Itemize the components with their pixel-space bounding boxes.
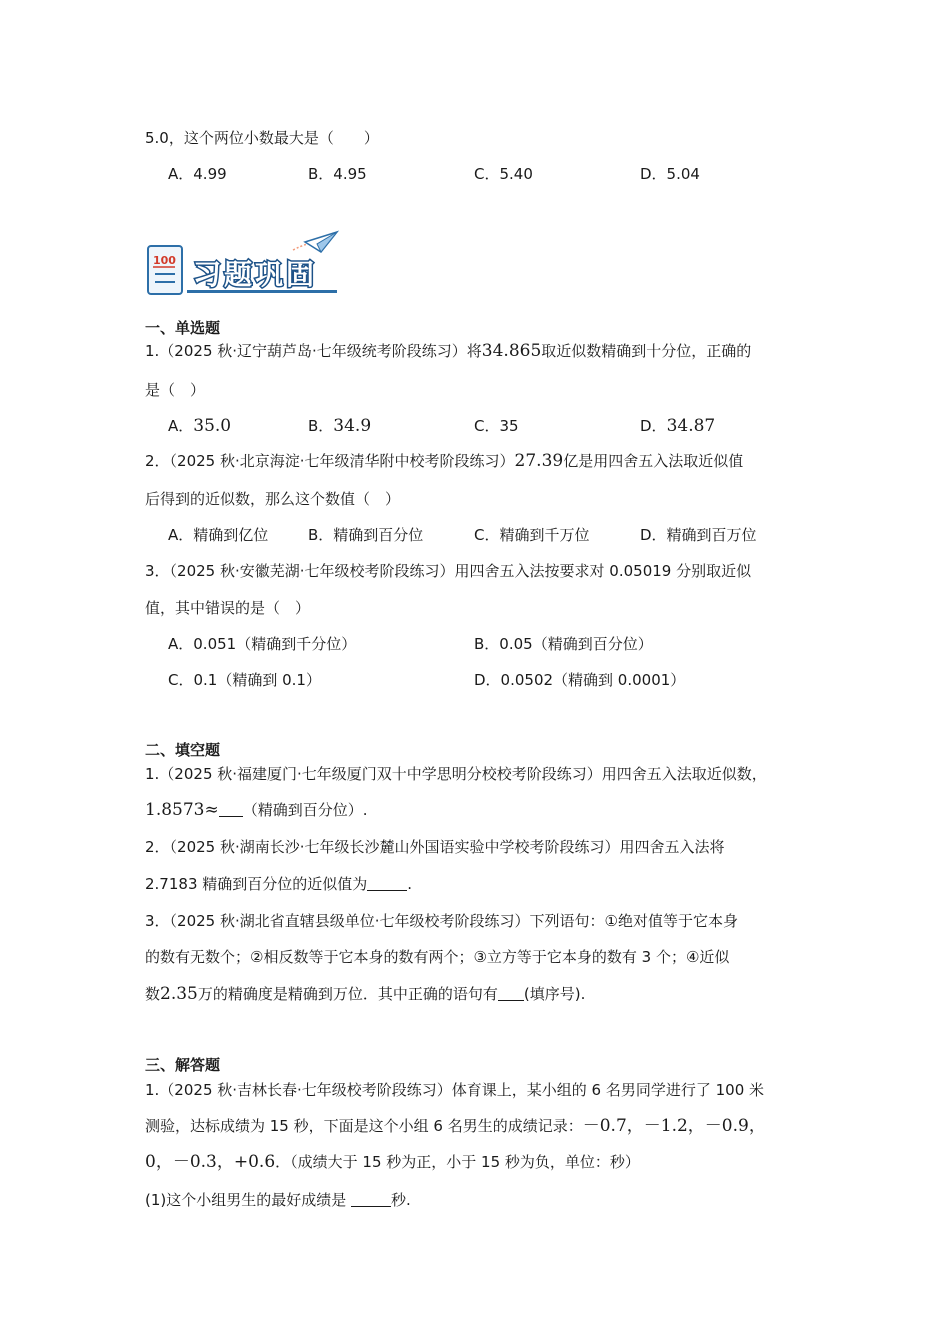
banner-title: 习题巩固	[193, 258, 318, 291]
s1-q2-option-b: B．精确到百分位	[308, 526, 424, 544]
s2-q2-text-post: .	[407, 875, 413, 893]
s1-q2-number: 27.39	[514, 451, 564, 471]
s1-q2-line1	[145, 451, 743, 471]
s1-q2-text-post: 亿是用四舍五入法取近似值	[563, 452, 744, 470]
s3-q1-blank[interactable]	[351, 1190, 391, 1207]
s1-q1-option-a: A．35.0	[168, 416, 232, 436]
s3-q1-line4	[145, 1190, 411, 1210]
s2-q3-line3	[145, 984, 585, 1004]
exercise-banner	[145, 228, 345, 300]
paper-plane-icon	[293, 232, 337, 252]
section-heading-fill-blank: 二、填空题	[145, 741, 221, 759]
s2-q2-text-pre: 2.7183 精确到百分位的近似值为	[145, 875, 368, 893]
option-b: B．4.95	[308, 165, 367, 183]
s1-q3-line2: 值，其中错误的是（ ）	[145, 599, 311, 617]
s2-q3-text-post: (填序号).	[523, 985, 586, 1003]
s1-q2-option-a: A．精确到亿位	[168, 526, 269, 544]
option-c: C．5.40	[474, 165, 533, 183]
s3-q1-line3	[145, 1152, 640, 1172]
s1-q1-option-d: D．34.87	[640, 416, 716, 436]
s2-q1-line2	[145, 800, 368, 820]
s2-q1-line1: 1.（2025 秋·福建厦门·七年级厦门双十中学思明分校校考阶段练习）用四舍五入法取近似数，	[145, 765, 767, 783]
banner-graphic	[145, 228, 345, 300]
section-heading-solution: 三、解答题	[145, 1056, 221, 1074]
s2-q1-number: 1.8573≈	[145, 800, 219, 820]
s2-q2-blank[interactable]	[367, 874, 407, 891]
s2-q3-text-mid: 万的精确度是精确到万位．其中正确的语句有	[197, 985, 498, 1003]
s2-q3-line1: 3．（2025 秋·湖北省直辖县级单位·七年级校考阶段练习）下列语句：①绝对值等于它本身	[145, 912, 738, 930]
s2-q3-text-pre: 数	[145, 985, 161, 1003]
s3-q1-text-pre: 测验，达标成绩为 15 秒，下面是这个小组 6 名男生的成绩记录：	[145, 1117, 583, 1135]
s1-q2-option-d: D．精确到百万位	[640, 526, 757, 544]
s1-q2-line2: 后得到的近似数，那么这个数值（ ）	[145, 490, 401, 508]
s2-q1-blank[interactable]	[219, 800, 243, 817]
section-heading-single-choice: 一、单选题	[145, 319, 221, 337]
s1-q1-option-c: C．35	[474, 417, 519, 435]
s3-q1-scores-b: 0，－0.3，+0.6	[145, 1152, 276, 1172]
s3-q1-scores-a: －0.7，－1.2，－0.9，	[582, 1116, 766, 1136]
s1-q2-option-c: C．精确到千万位	[474, 526, 590, 544]
s1-q3-option-b: B．0.05（精确到百分位）	[474, 635, 653, 653]
question-tail: 5.0，这个两位小数最大是（ ）	[145, 129, 379, 147]
badge-text: 100	[153, 254, 176, 267]
s2-q2-line1: 2．（2025 秋·湖南长沙·七年级长沙麓山外国语实验中学校考阶段练习）用四舍五入法将	[145, 838, 725, 856]
s1-q1-line1	[145, 341, 751, 361]
s1-q2-text-pre: 2．（2025 秋·北京海淀·七年级清华附中校考阶段练习）	[145, 452, 515, 470]
s3-q1-sub1-pre: (1)这个小组男生的最好成绩是	[145, 1191, 352, 1209]
s3-q1-line1: 1.（2025 秋·吉林长春·七年级校考阶段练习）体育课上，某小组的 6 名男同学进行了 100 米	[145, 1081, 765, 1099]
s1-q1-text-pre: 1.（2025 秋·辽宁葫芦岛·七年级统考阶段练习）将	[145, 342, 482, 360]
option-a: A．4.99	[168, 165, 227, 183]
s1-q1-text-post: 取近似数精确到十分位，正确的	[541, 342, 752, 360]
s1-q3-option-d: D．0.0502（精确到 0.0001）	[474, 671, 686, 689]
s3-q1-text-post: ．（成绩大于 15 秒为正，小于 15 秒为负，单位：秒）	[275, 1153, 640, 1171]
s2-q3-number: 2.35	[160, 984, 198, 1004]
s3-q1-line2	[145, 1116, 766, 1136]
s1-q1-line2: 是（ ）	[145, 381, 206, 399]
s1-q3-option-c: C．0.1（精确到 0.1）	[168, 671, 321, 689]
option-d: D．5.04	[640, 165, 700, 183]
s1-q3-option-a: A．0.051（精确到千分位）	[168, 635, 357, 653]
s1-q1-number: 34.865	[481, 341, 542, 361]
s2-q2-line2	[145, 874, 412, 894]
s2-q3-blank[interactable]	[498, 984, 524, 1001]
s3-q1-sub1-post: 秒.	[391, 1191, 411, 1209]
s2-q1-text-post: （精确到百分位）.	[242, 801, 368, 819]
s2-q3-line2: 的数有无数个；②相反数等于它本身的数有两个；③立方等于它本身的数有 3 个；④近似	[145, 948, 730, 966]
s1-q1-option-b: B．34.9	[308, 416, 372, 436]
s1-q3-line1: 3．（2025 秋·安徽芜湖·七年级校考阶段练习）用四舍五入法按要求对 0.05019 分别取近似	[145, 562, 752, 580]
